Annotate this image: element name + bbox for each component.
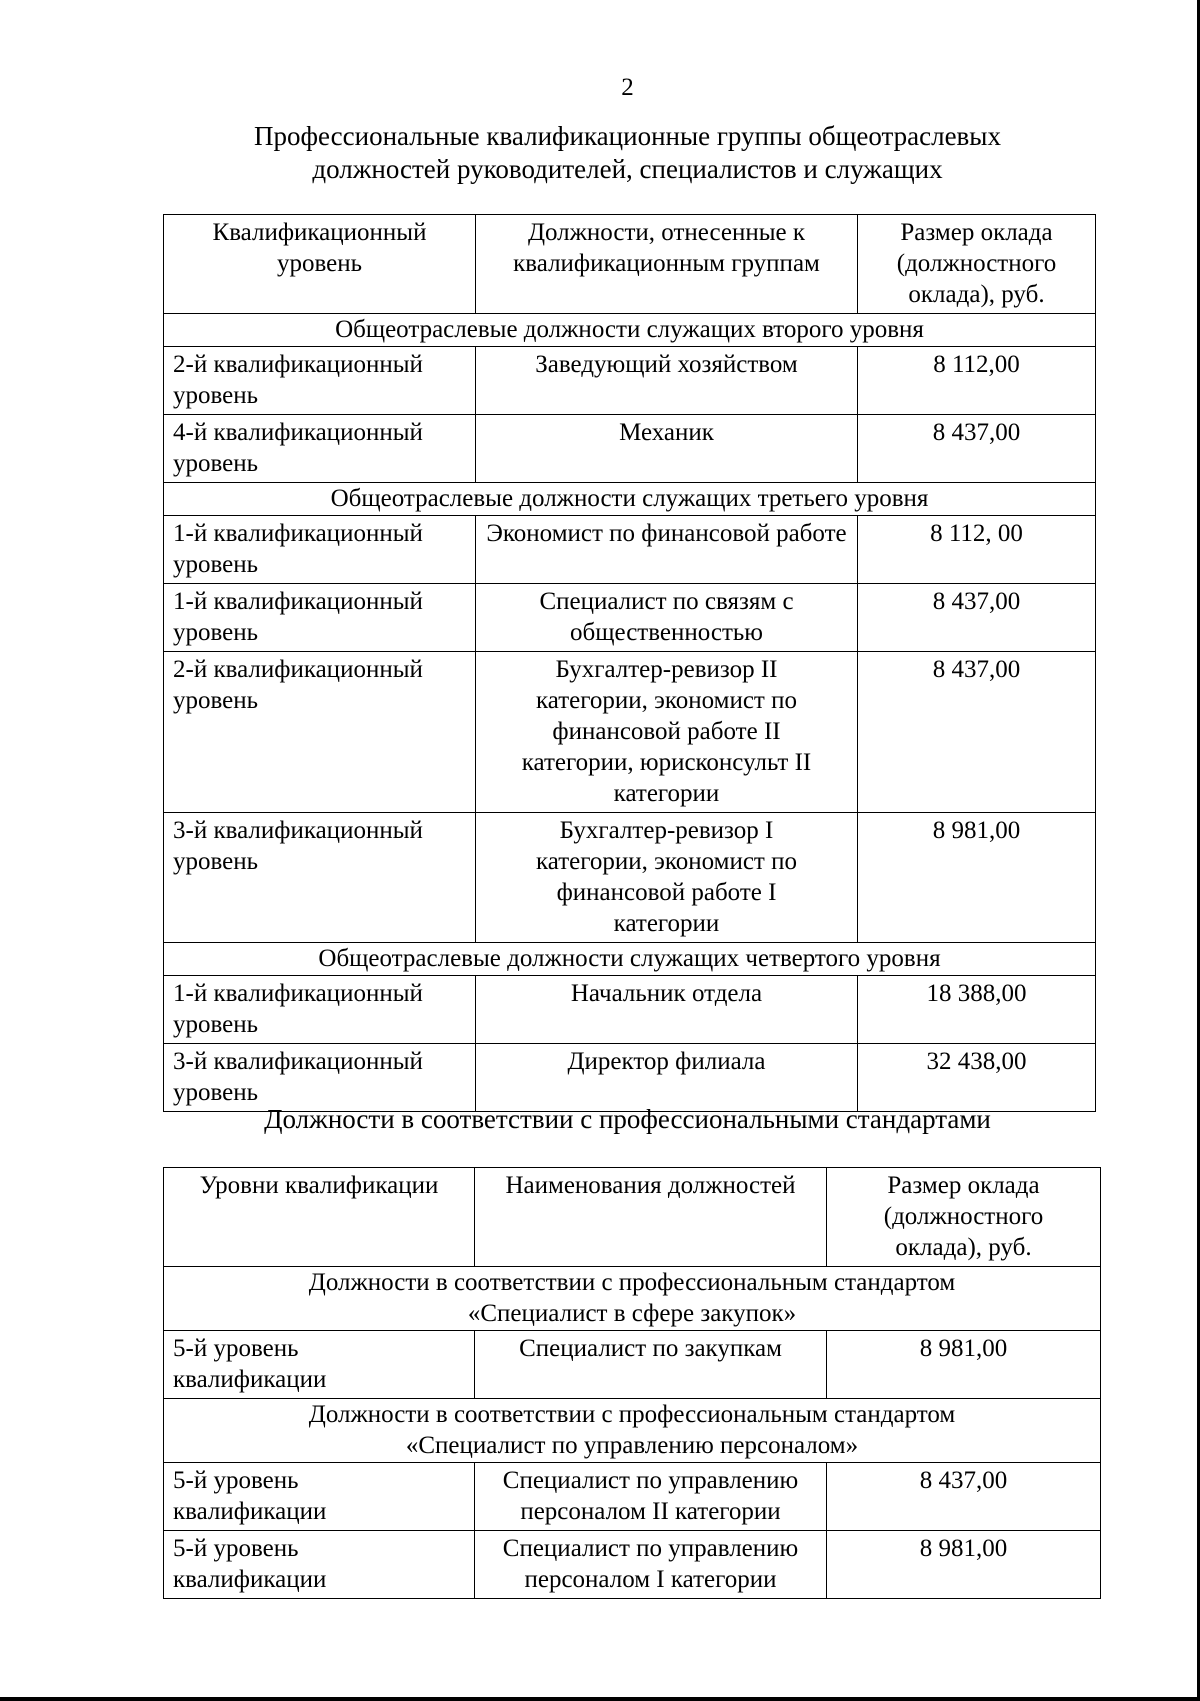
row-level: 1-й квалификационный уровень <box>164 584 476 652</box>
row-level: 2-й квалификационный уровень <box>164 652 476 813</box>
table-header-row <box>164 215 1096 314</box>
table-row <box>164 584 1096 652</box>
row-level: 4-й квалификационный уровень <box>164 415 476 483</box>
row-position: Начальник отдела <box>476 976 858 1044</box>
table-header-row <box>164 1168 1101 1267</box>
row-level: 1-й квалификационный уровень <box>164 516 476 584</box>
row-position: Директор филиала <box>476 1044 858 1112</box>
table-row <box>164 415 1096 483</box>
header-level: Квалификационный уровень <box>164 215 476 314</box>
row-salary: 18 388,00 <box>858 976 1096 1044</box>
table-row <box>164 1463 1101 1531</box>
table-row <box>164 516 1096 584</box>
section-row <box>164 1267 1101 1331</box>
row-level: 5-й уровень квалификации <box>164 1331 475 1399</box>
section-title <box>164 1267 1101 1331</box>
section-title: Общеотраслевые должности служащих третьего уровня <box>164 483 1096 516</box>
page-edge-bottom <box>0 1697 1200 1701</box>
row-salary: 8 437,00 <box>858 415 1096 483</box>
row-position: Специалист по управлению персоналом I категории <box>475 1531 827 1599</box>
row-position: Бухгалтер-ревизор II категории, экономист по финансовой работе II категории, юрисконсульт II категории <box>476 652 858 813</box>
table-row <box>164 1331 1101 1399</box>
row-salary: 8 981,00 <box>827 1331 1101 1399</box>
table-row <box>164 347 1096 415</box>
row-level: 5-й уровень квалификации <box>164 1463 475 1531</box>
table2-heading: Должности в соответствии с профессиональными стандартами <box>264 1104 991 1134</box>
header-level: Уровни квалификации <box>164 1168 475 1267</box>
professional-standards-table <box>163 1167 1101 1599</box>
table-row <box>164 652 1096 813</box>
row-level: 2-й квалификационный уровень <box>164 347 476 415</box>
row-position: Специалист по связям с общественностью <box>476 584 858 652</box>
row-level: 1-й квалификационный уровень <box>164 976 476 1044</box>
section-title-line: Должности в соответствии с профессиональным стандартом <box>308 1269 956 1296</box>
row-position: Специалист по закупкам <box>475 1331 827 1399</box>
section-row <box>164 314 1096 347</box>
row-salary: 32 438,00 <box>858 1044 1096 1112</box>
section-title-line: «Специалист по управлению персоналом» <box>405 1432 859 1459</box>
section-title: Общеотраслевые должности служащих четвертого уровня <box>164 943 1096 976</box>
table-row <box>164 976 1096 1044</box>
row-position: Специалист по управлению персоналом II категории <box>475 1463 827 1531</box>
row-level: 3-й квалификационный уровень <box>164 1044 476 1112</box>
section-title-line: «Специалист в сфере закупок» <box>467 1300 797 1327</box>
section-row <box>164 943 1096 976</box>
row-salary: 8 981,00 <box>858 813 1096 943</box>
header-positions: Наименования должностей <box>475 1168 827 1267</box>
row-position: Экономист по финансовой работе <box>476 516 858 584</box>
row-salary: 8 112,00 <box>858 347 1096 415</box>
header-salary: Размер оклада (должностного оклада), руб. <box>827 1168 1101 1267</box>
row-salary: 8 981,00 <box>827 1531 1101 1599</box>
table-row <box>164 1531 1101 1599</box>
row-level: 3-й квалификационный уровень <box>164 813 476 943</box>
section-title <box>164 1399 1101 1463</box>
section-row <box>164 1399 1101 1463</box>
page-number: 2 <box>621 74 634 101</box>
row-position: Механик <box>476 415 858 483</box>
row-salary: 8 437,00 <box>858 652 1096 813</box>
table-row <box>164 1044 1096 1112</box>
row-salary: 8 112, 00 <box>858 516 1096 584</box>
row-level: 5-й уровень квалификации <box>164 1531 475 1599</box>
section-title-line: Должности в соответствии с профессиональным стандартом <box>308 1401 956 1428</box>
row-position: Бухгалтер-ревизор I категории, экономист по финансовой работе I категории <box>476 813 858 943</box>
header-salary: Размер оклада (должностного оклада), руб. <box>858 215 1096 314</box>
qualification-groups-table <box>163 214 1096 1112</box>
table1-heading-line: должностей руководителей, специалистов и служащих <box>312 154 943 184</box>
section-row <box>164 483 1096 516</box>
table-row <box>164 813 1096 943</box>
table1-heading-line: Профессиональные квалификационные группы общеотраслевых <box>254 121 1001 151</box>
row-salary: 8 437,00 <box>858 584 1096 652</box>
section-title: Общеотраслевые должности служащих второго уровня <box>164 314 1096 347</box>
table1-heading <box>0 120 1200 186</box>
row-salary: 8 437,00 <box>827 1463 1101 1531</box>
header-positions: Должности, отнесенные к квалификационным группам <box>476 215 858 314</box>
row-position: Заведующий хозяйством <box>476 347 858 415</box>
